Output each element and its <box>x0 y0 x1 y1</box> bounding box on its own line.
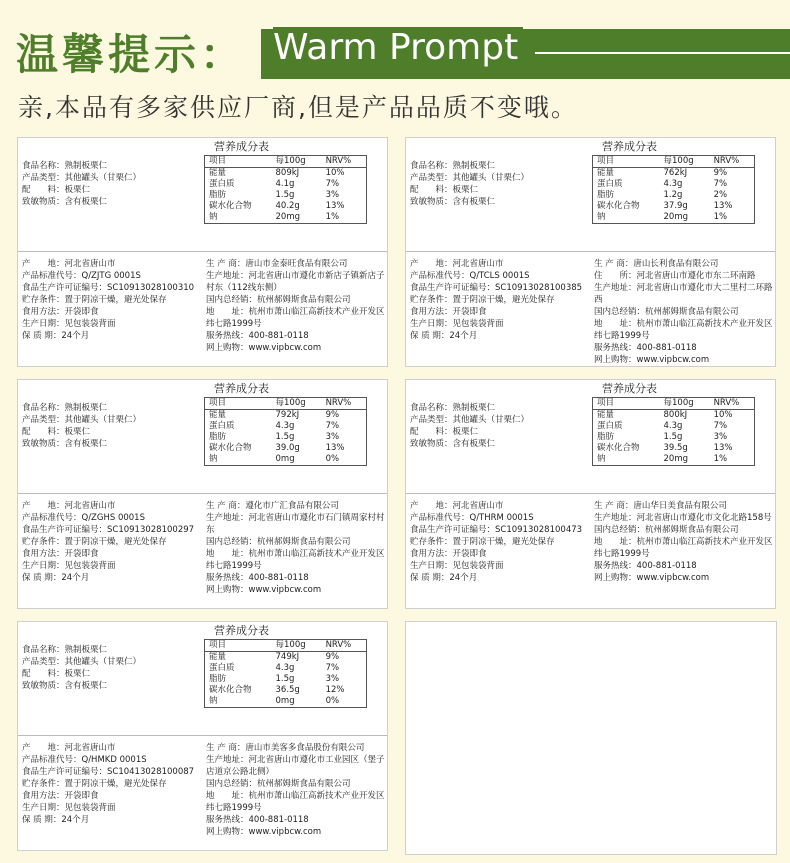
nutrient-name: 能量 <box>209 410 227 420</box>
nutrient-value: 809kJ <box>275 168 300 178</box>
origin-info-line: 生产日期：见包装袋背面 <box>22 319 116 329</box>
title-rule <box>535 52 790 54</box>
origin-info-line: 保 质 期：24个月 <box>410 573 478 583</box>
nutrient-nrv: 13% <box>713 443 733 453</box>
product-label-panel <box>405 379 776 609</box>
manufacturer-info-line: 生 产 商：唐山市美客多食品股份有限公司 <box>206 743 365 753</box>
manufacturer-info-line: 网上购物：www.vipbcw.com <box>206 827 322 837</box>
nutrient-value: 1.5g <box>275 432 295 442</box>
nutrition-row <box>593 443 755 454</box>
manufacturer-info-line: 地 址：杭州市萧山临江高新技术产业开发区纬七路1999号 <box>206 307 385 329</box>
product-info-line: 致敏物质：含有板栗仁 <box>22 681 108 691</box>
origin-info-line: 贮存条件：置于阴凉干燥，避光处保存 <box>410 537 555 547</box>
nutrient-value: 4.1g <box>275 179 295 189</box>
product-info-line: 产品类型：其他罐头（甘栗仁） <box>410 415 530 425</box>
nutrition-title: 营养成分表 <box>214 382 269 395</box>
manufacturer-info-line: 地 址：杭州市萧山临江高新技术产业开发区纬七路1999号 <box>206 549 385 571</box>
manufacturer-info-line: 服务热线：400-881-0118 <box>206 331 309 341</box>
product-info-line: 食品名称：熟制板栗仁 <box>22 645 108 655</box>
nutrient-nrv: 13% <box>325 201 345 211</box>
manufacturer-info-line: 生 产 商：唐山华日美食品有限公司 <box>594 501 727 511</box>
product-info-line: 配 料：板栗仁 <box>22 427 91 437</box>
nutrition-header-cell: NRV% <box>322 640 367 652</box>
nutrient-nrv: 7% <box>325 663 340 673</box>
nutrient-nrv: 12% <box>325 685 345 695</box>
nutrition-table <box>204 155 367 224</box>
nutrition-header-cell: 项目 <box>593 398 660 410</box>
origin-info-line: 食品生产许可证编号：SC10913028100385 <box>410 283 583 293</box>
nutrition-row <box>593 168 755 180</box>
manufacturer-info-line: 生产地址：河北省唐山市遵化市工业园区（堡子店道京公路北侧） <box>206 755 385 777</box>
origin-info-line: 保 质 期：24个月 <box>22 815 90 825</box>
origin-info-line: 产品标准代号：Q/HMKD 0001S <box>22 755 147 765</box>
nutrition-row <box>205 674 367 685</box>
nutrition-table <box>204 397 367 466</box>
nutrient-nrv: 0% <box>325 696 340 706</box>
nutrition-header-cell: 每100g <box>272 398 322 410</box>
product-label-panel <box>405 137 776 367</box>
nutrient-value: 40.2g <box>275 201 300 211</box>
nutrition-header-row <box>205 398 367 410</box>
nutrient-nrv: 9% <box>325 410 340 420</box>
page-title: 温馨提示： <box>16 30 247 79</box>
label-divider <box>406 251 775 252</box>
product-info-line: 配 料：板栗仁 <box>22 669 91 679</box>
manufacturer-info-line: 国内总经销：杭州郝姆斯食品有限公司 <box>206 537 351 547</box>
origin-info <box>22 258 207 342</box>
manufacturer-info-line: 服务热线：400-881-0118 <box>206 573 309 583</box>
header <box>0 0 790 128</box>
nutrition-header-cell: 每100g <box>272 156 322 168</box>
product-info-line: 致敏物质：含有板栗仁 <box>22 197 108 207</box>
manufacturer-info-line: 网上购物：www.vipbcw.com <box>594 573 710 583</box>
nutrition-row <box>205 421 367 432</box>
origin-info-line: 产 地：河北省唐山市 <box>22 259 116 269</box>
nutrient-name: 蛋白质 <box>209 663 235 673</box>
nutrient-name: 蛋白质 <box>209 421 235 431</box>
origin-info-line: 贮存条件：置于阴凉干燥，避光处保存 <box>22 295 167 305</box>
nutrient-value: 1.5g <box>663 432 683 442</box>
product-info-line: 产品类型：其他罐头（甘栗仁） <box>410 173 530 183</box>
nutrient-value: 37.9g <box>663 201 688 211</box>
origin-info-line: 食品生产许可证编号：SC10913028100473 <box>410 525 583 535</box>
nutrient-nrv: 9% <box>713 168 728 178</box>
nutrient-nrv: 7% <box>325 179 340 189</box>
product-info-line: 产品类型：其他罐头（甘栗仁） <box>22 415 142 425</box>
origin-info-line: 产品标准代号：Q/TCLS 0001S <box>410 271 530 281</box>
nutrition-header-cell: 每100g <box>272 640 322 652</box>
nutrient-value: 39.0g <box>275 443 300 453</box>
nutrient-nrv: 1% <box>325 212 340 222</box>
nutrition-row <box>205 410 367 422</box>
nutrient-value: 1.5g <box>275 674 295 684</box>
origin-info-line: 贮存条件：置于阴凉干燥，避光处保存 <box>22 779 167 789</box>
nutrient-value: 20mg <box>663 212 688 222</box>
origin-info-line: 产品标准代号：Q/ZGHS 0001S <box>22 513 145 523</box>
nutrition-row <box>593 432 755 443</box>
manufacturer-info-line: 网上购物：www.vipbcw.com <box>206 585 322 595</box>
nutrient-value: 20mg <box>663 454 688 464</box>
origin-info-line: 生产日期：见包装袋背面 <box>22 561 116 571</box>
nutrient-name: 脂肪 <box>597 432 615 442</box>
nutrition-header-cell: 每100g <box>660 156 710 168</box>
manufacturer-info <box>594 258 774 366</box>
origin-info-line: 食用方法：开袋即食 <box>410 307 487 317</box>
product-info <box>22 160 141 208</box>
nutrition-header-row <box>205 156 367 168</box>
nutrient-value: 0mg <box>275 454 295 464</box>
nutrition-title: 营养成分表 <box>602 140 657 153</box>
nutrition-row <box>205 696 367 708</box>
nutrient-name: 脂肪 <box>597 190 615 200</box>
nutrient-name: 蛋白质 <box>209 179 235 189</box>
origin-info <box>410 500 595 584</box>
nutrient-nrv: 3% <box>325 674 340 684</box>
nutrient-name: 钠 <box>209 454 218 464</box>
nutrient-value: 39.5g <box>663 443 688 453</box>
nutrition-header-cell: NRV% <box>710 156 755 168</box>
product-info <box>22 402 141 450</box>
nutrition-row <box>593 201 755 212</box>
nutrition-row <box>205 652 367 664</box>
manufacturer-info <box>594 500 774 584</box>
nutrition-title: 营养成分表 <box>214 140 269 153</box>
nutrition-row <box>593 212 755 224</box>
nutrition-row <box>205 663 367 674</box>
nutrient-name: 脂肪 <box>209 190 227 200</box>
origin-info-line: 生产日期：见包装袋背面 <box>22 803 116 813</box>
nutrient-name: 钠 <box>209 212 218 222</box>
product-info-line: 配 料：板栗仁 <box>410 185 479 195</box>
nutrient-value: 762kJ <box>663 168 688 178</box>
manufacturer-info-line: 服务热线：400-881-0118 <box>206 815 309 825</box>
nutrition-row <box>205 179 367 190</box>
nutrient-value: 792kJ <box>275 410 300 420</box>
product-info <box>22 644 141 692</box>
origin-info-line: 贮存条件：置于阴凉干燥，避光处保存 <box>22 537 167 547</box>
nutrition-header-cell: 项目 <box>205 156 272 168</box>
manufacturer-info-line: 网上购物：www.vipbcw.com <box>594 355 710 365</box>
nutrient-nrv: 3% <box>325 432 340 442</box>
nutrient-nrv: 2% <box>713 190 728 200</box>
origin-info-line: 产 地：河北省唐山市 <box>410 501 504 511</box>
nutrient-name: 能量 <box>209 168 227 178</box>
nutrient-name: 碳水化合物 <box>209 443 252 453</box>
nutrient-name: 蛋白质 <box>597 421 623 431</box>
nutrition-row <box>205 190 367 201</box>
origin-info-line: 产 地：河北省唐山市 <box>22 743 116 753</box>
nutrient-value: 749kJ <box>275 652 300 662</box>
product-label-panel <box>17 379 388 609</box>
label-divider <box>406 493 775 494</box>
product-info-line: 食品名称：熟制板栗仁 <box>22 403 108 413</box>
nutrition-row <box>593 179 755 190</box>
nutrition-header-cell: 项目 <box>593 156 660 168</box>
product-info-line: 食品名称：熟制板栗仁 <box>22 161 108 171</box>
nutrient-name: 碳水化合物 <box>597 201 640 211</box>
origin-info-line: 食用方法：开袋即食 <box>22 307 99 317</box>
nutrition-row <box>205 454 367 466</box>
nutrition-row <box>205 443 367 454</box>
origin-info-line: 产品标准代号：Q/THRM 0001S <box>410 513 534 523</box>
nutrient-name: 碳水化合物 <box>597 443 640 453</box>
nutrition-title: 营养成分表 <box>602 382 657 395</box>
origin-info-line: 食用方法：开袋即食 <box>22 791 99 801</box>
product-label-panel <box>17 621 388 851</box>
origin-info-line: 食用方法：开袋即食 <box>22 549 99 559</box>
nutrition-row <box>205 685 367 696</box>
nutrient-name: 能量 <box>597 410 615 420</box>
nutrition-header-cell: 项目 <box>205 398 272 410</box>
nutrition-header-cell: NRV% <box>322 156 367 168</box>
nutrient-value: 20mg <box>275 212 300 222</box>
nutrition-header-cell: 每100g <box>660 398 710 410</box>
nutrient-nrv: 3% <box>713 432 728 442</box>
manufacturer-info-line: 生产地址：河北省唐山市遵化市大二里村二环路西 <box>594 283 773 305</box>
nutrient-name: 碳水化合物 <box>209 685 252 695</box>
nutrient-name: 钠 <box>597 454 606 464</box>
manufacturer-info-line: 住 所：河北省唐山市遵化市东二环南路 <box>594 271 756 281</box>
origin-info-line: 产品标准代号：Q/ZJTG 0001S <box>22 271 141 281</box>
nutrient-nrv: 7% <box>325 421 340 431</box>
manufacturer-info-line: 生产地址：河北省唐山市遵化市石门镇周家村村东 <box>206 513 385 535</box>
nutrient-name: 能量 <box>597 168 615 178</box>
manufacturer-info-line: 国内总经销：杭州郝姆斯食品有限公司 <box>594 525 739 535</box>
manufacturer-info-line: 生产地址：河北省唐山市遵化市文化北路158号 <box>594 513 772 523</box>
label-divider <box>18 735 387 736</box>
nutrient-nrv: 1% <box>713 454 728 464</box>
nutrition-header-row <box>593 156 755 168</box>
origin-info-line: 生产日期：见包装袋背面 <box>410 561 504 571</box>
nutrition-header-cell: NRV% <box>710 398 755 410</box>
nutrient-name: 蛋白质 <box>597 179 623 189</box>
label-divider <box>18 251 387 252</box>
origin-info-line: 食用方法：开袋即食 <box>410 549 487 559</box>
product-info-line: 致敏物质：含有板栗仁 <box>410 197 496 207</box>
manufacturer-info-line: 服务热线：400-881-0118 <box>594 343 697 353</box>
origin-info-line: 食品生产许可证编号：SC10413028100087 <box>22 767 195 777</box>
manufacturer-info-line: 国内总经销：杭州郝姆斯食品有限公司 <box>594 307 739 317</box>
origin-info-line: 保 质 期：24个月 <box>410 331 478 341</box>
nutrient-value: 36.5g <box>275 685 300 695</box>
nutrient-name: 脂肪 <box>209 432 227 442</box>
origin-info-line: 食品生产许可证编号：SC10913028100310 <box>22 283 195 293</box>
nutrition-row <box>205 168 367 180</box>
manufacturer-info-line: 生产地址：河北省唐山市遵化市新店子镇新店子村东（112线东侧） <box>206 271 385 293</box>
page-title-english: Warm Prompt <box>273 27 523 68</box>
nutrition-table <box>204 639 367 708</box>
nutrient-nrv: 3% <box>325 190 340 200</box>
manufacturer-info-line: 生 产 商：遵化市广汇食品有限公司 <box>206 501 339 511</box>
manufacturer-info-line: 生 产 商：唐山长利食品有限公司 <box>594 259 719 269</box>
manufacturer-info <box>206 742 386 838</box>
nutrient-value: 1.5g <box>275 190 295 200</box>
origin-info-line: 产 地：河北省唐山市 <box>410 259 504 269</box>
nutrient-value: 0mg <box>275 696 295 706</box>
nutrient-nrv: 13% <box>325 443 345 453</box>
nutrient-value: 4.3g <box>663 179 683 189</box>
nutrition-title: 营养成分表 <box>214 624 269 637</box>
page-subtitle: 亲,本品有多家供应厂商,但是产品品质不变哦。 <box>18 93 578 122</box>
nutrient-name: 碳水化合物 <box>209 201 252 211</box>
product-info-line: 产品类型：其他罐头（甘栗仁） <box>22 657 142 667</box>
nutrient-name: 钠 <box>597 212 606 222</box>
nutrition-header-row <box>593 398 755 410</box>
nutrition-header-cell: NRV% <box>322 398 367 410</box>
manufacturer-info-line: 国内总经销：杭州郝姆斯食品有限公司 <box>206 779 351 789</box>
nutrient-nrv: 9% <box>325 652 340 662</box>
product-info <box>410 402 529 450</box>
product-info-line: 致敏物质：含有板栗仁 <box>410 439 496 449</box>
nutrient-value: 4.3g <box>663 421 683 431</box>
origin-info-line: 保 质 期：24个月 <box>22 331 90 341</box>
nutrition-row <box>593 410 755 422</box>
nutrition-row <box>205 212 367 224</box>
product-info-line: 产品类型：其他罐头（甘栗仁） <box>22 173 142 183</box>
manufacturer-info-line: 地 址：杭州市萧山临江高新技术产业开发区纬七路1999号 <box>206 791 385 813</box>
origin-info-line: 生产日期：见包装袋背面 <box>410 319 504 329</box>
nutrient-name: 能量 <box>209 652 227 662</box>
manufacturer-info <box>206 258 386 354</box>
nutrition-row <box>593 454 755 466</box>
origin-info-line: 贮存条件：置于阴凉干燥，避光处保存 <box>410 295 555 305</box>
product-info-line: 配 料：板栗仁 <box>410 427 479 437</box>
product-info-line: 食品名称：熟制板栗仁 <box>410 161 496 171</box>
product-info-line: 食品名称：熟制板栗仁 <box>410 403 496 413</box>
nutrient-value: 800kJ <box>663 410 688 420</box>
nutrition-header-row <box>205 640 367 652</box>
nutrient-value: 4.3g <box>275 421 295 431</box>
nutrient-nrv: 10% <box>713 410 733 420</box>
nutrient-nrv: 1% <box>713 212 728 222</box>
origin-info <box>22 742 207 826</box>
origin-info-line: 食品生产许可证编号：SC10913028100297 <box>22 525 195 535</box>
nutrient-nrv: 13% <box>713 201 733 211</box>
nutrition-row <box>593 190 755 201</box>
product-label-panel <box>17 137 388 367</box>
manufacturer-info-line: 地 址：杭州市萧山临江高新技术产业开发区纬七路1999号 <box>594 537 773 559</box>
label-divider <box>18 493 387 494</box>
nutrient-nrv: 0% <box>325 454 340 464</box>
product-info <box>410 160 529 208</box>
product-info-line: 配 料：板栗仁 <box>22 185 91 195</box>
nutrition-row <box>205 201 367 212</box>
manufacturer-info-line: 生 产 商：唐山市金泰旺食品有限公司 <box>206 259 348 269</box>
origin-info-line: 保 质 期：24个月 <box>22 573 90 583</box>
nutrient-value: 4.3g <box>275 663 295 673</box>
manufacturer-info-line: 网上购物：www.vipbcw.com <box>206 343 322 353</box>
manufacturer-info-line: 服务热线：400-881-0118 <box>594 561 697 571</box>
origin-info <box>22 500 207 584</box>
nutrient-nrv: 7% <box>713 421 728 431</box>
nutrient-nrv: 10% <box>325 168 345 178</box>
nutrient-value: 1.2g <box>663 190 683 200</box>
origin-info <box>410 258 595 342</box>
nutrient-nrv: 7% <box>713 179 728 189</box>
nutrition-row <box>205 432 367 443</box>
manufacturer-info <box>206 500 386 596</box>
origin-info-line: 产 地：河北省唐山市 <box>22 501 116 511</box>
nutrition-row <box>593 421 755 432</box>
manufacturer-info-line: 地 址：杭州市萧山临江高新技术产业开发区纬七路1999号 <box>594 319 773 341</box>
nutrition-table <box>592 397 755 466</box>
nutrient-name: 脂肪 <box>209 674 227 684</box>
nutrient-name: 钠 <box>209 696 218 706</box>
nutrition-table <box>592 155 755 224</box>
manufacturer-info-line: 国内总经销：杭州郝姆斯食品有限公司 <box>206 295 351 305</box>
empty-panel <box>405 621 777 855</box>
product-info-line: 致敏物质：含有板栗仁 <box>22 439 108 449</box>
nutrition-header-cell: 项目 <box>205 640 272 652</box>
